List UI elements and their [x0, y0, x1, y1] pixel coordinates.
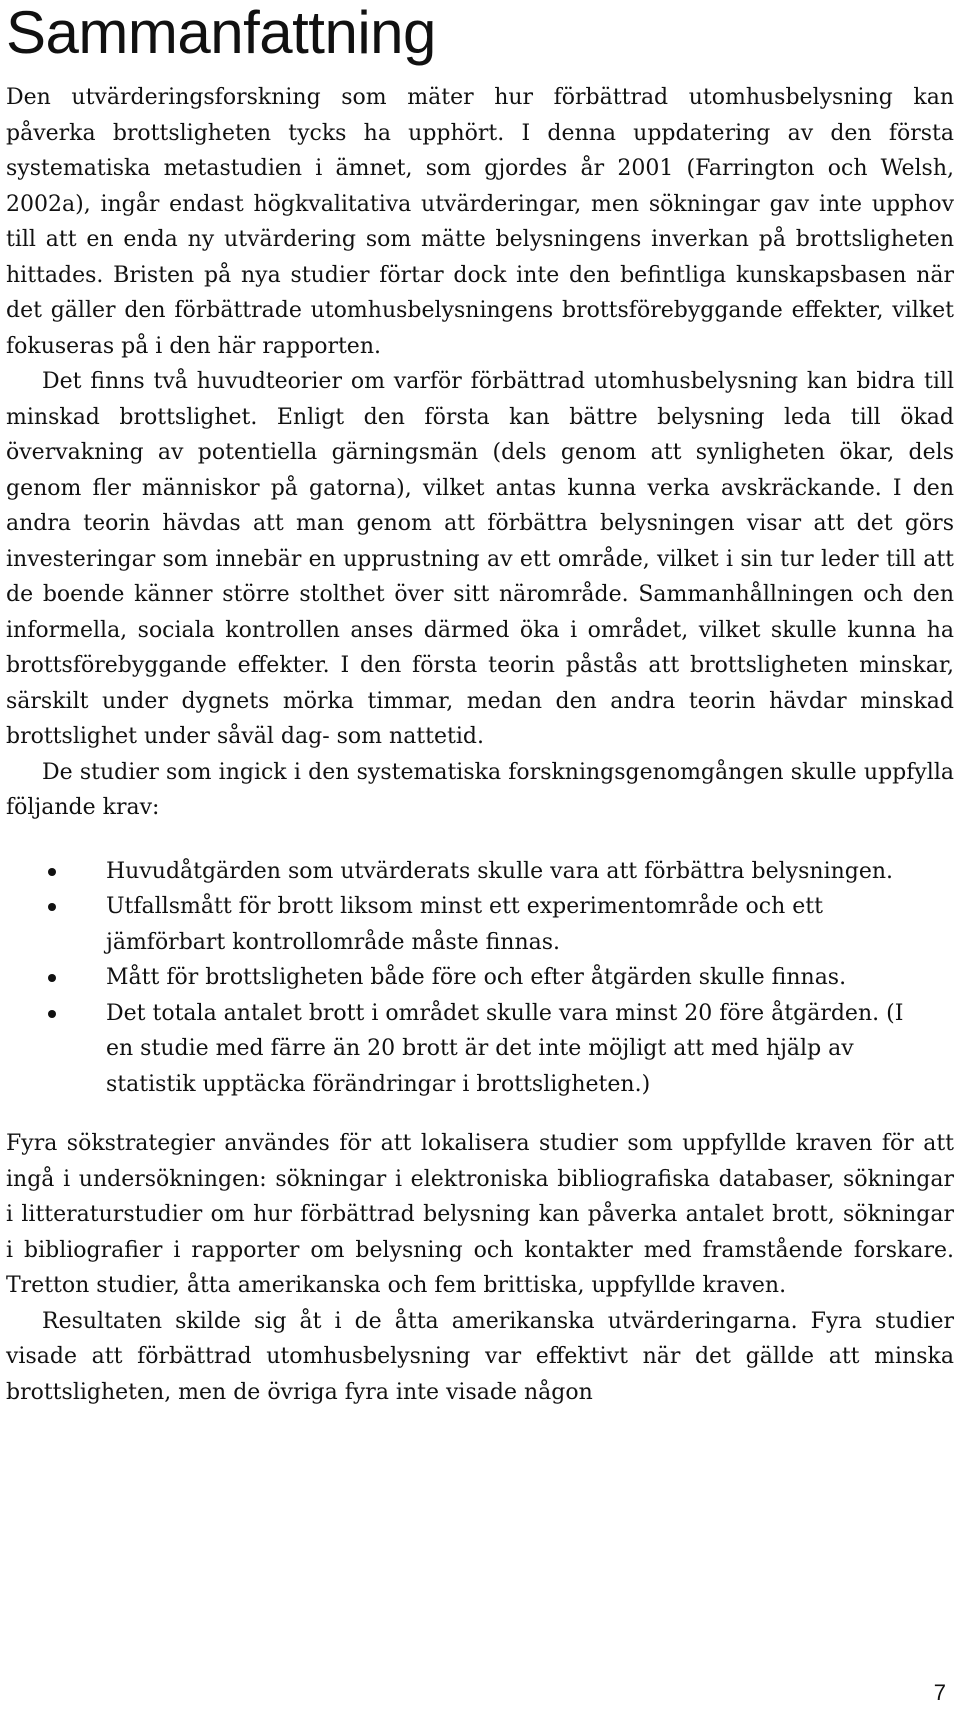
list-item [6, 960, 954, 996]
page-number: 7 [933, 1680, 946, 1705]
list-item [6, 996, 954, 1103]
list-item [6, 854, 954, 890]
bullet-icon [48, 974, 56, 982]
summary-body [6, 80, 954, 1410]
bullet-icon [48, 868, 56, 876]
paragraph-search-strategies: Fyra sökstrategier användes för att lokalisera studier som uppfyllde kraven för att ingå i undersökningen: sökningar i elektroniska bibliografiska databaser, sökningar i litteraturstudier om hur förbättrad belysning kan påverka antalet brott, sökningar i bibliografier i rapporter om belysning och kontakter med framstående forskare. Tretton studier, åtta amerikanska och fem brittiska, uppfyllde kraven. [6, 1131, 954, 1298]
bullet-icon [48, 903, 56, 911]
list-item-text: Huvudåtgärden som utvärderats skulle vara att förbättra belysningen. [106, 858, 894, 884]
bullet-icon [48, 1010, 56, 1018]
page-title: Sammanfattning [6, 0, 436, 66]
requirements-list [6, 854, 954, 1103]
paragraph-intro: Den utvärderingsforskning som mäter hur förbättrad utomhusbelysning kan påverka brottsligheten tycks ha upphört. I denna uppdatering av den första systematiska metastudien i ämnet, som gjordes år 2001 (Farrington och Welsh, 2002a), ingår endast högkvalitativa utvärderingar, men sökningar gav inte upphov till att en enda ny utvärdering som mätte belysningens inverkan på brottsligheten hittades. Bristen på nya studier förtar dock inte den befintliga kunskapsbasen när det gäller den förbättrade utomhusbelysningens brottsförebyggande effekter, vilket fokuseras på i den här rapporten. [6, 85, 954, 359]
paragraph-results: Resultaten skilde sig åt i de åtta amerikanska utvärderingarna. Fyra studier visade att förbättrad utomhusbelysning var effektivt när det gällde att minska brottsligheten, men de övriga fyra inte visade någon [6, 1308, 954, 1405]
list-item-text: Utfallsmått för brott liksom minst ett experimentområde och ett jämförbart kontrollområde måste finnas. [106, 894, 823, 955]
list-item-text: Mått för brottsligheten både före och efter åtgärden skulle finnas. [106, 965, 847, 990]
paragraph-criteria-intro: De studier som ingick i den systematiska forskningsgenomgången skulle uppfylla följande krav: [6, 759, 954, 820]
list-item-text: Det totala antalet brott i området skulle vara minst 20 före åtgärden. (I en studie med färre än 20 brott är det inte möjligt att med hjälp av statistik upptäcka förändringar i brottsligheten.) [106, 1000, 904, 1097]
paragraph-theories: Det finns två huvudteorier om varför förbättrad utomhusbelysning kan bidra till minskad brottslighet. Enligt den första kan bättre belysning leda till ökad övervakning av potentiella gärningsmän (dels genom att synligheten ökar, dels genom fler människor på gatorna), vilket antas kunna verka avskräckande. I den andra teorin hävdas att man genom att förbättra belysningen visar att det görs investeringar som innebär en upprustning av ett område, vilket i sin tur leder till att de boende känner större stolthet över sitt närområde. Sammanhållningen och den informella, sociala kontrollen anses därmed öka i området, vilket skulle kunna ha brottsförebyggande effekter. I den första teorin påstås att brottsligheten minskar, särskilt under dygnets mörka timmar, medan den andra teorin hävdar minskad brottslighet under såväl dag- som nattetid. [6, 369, 954, 749]
list-item [6, 889, 954, 960]
document-page [6, 0, 954, 1410]
